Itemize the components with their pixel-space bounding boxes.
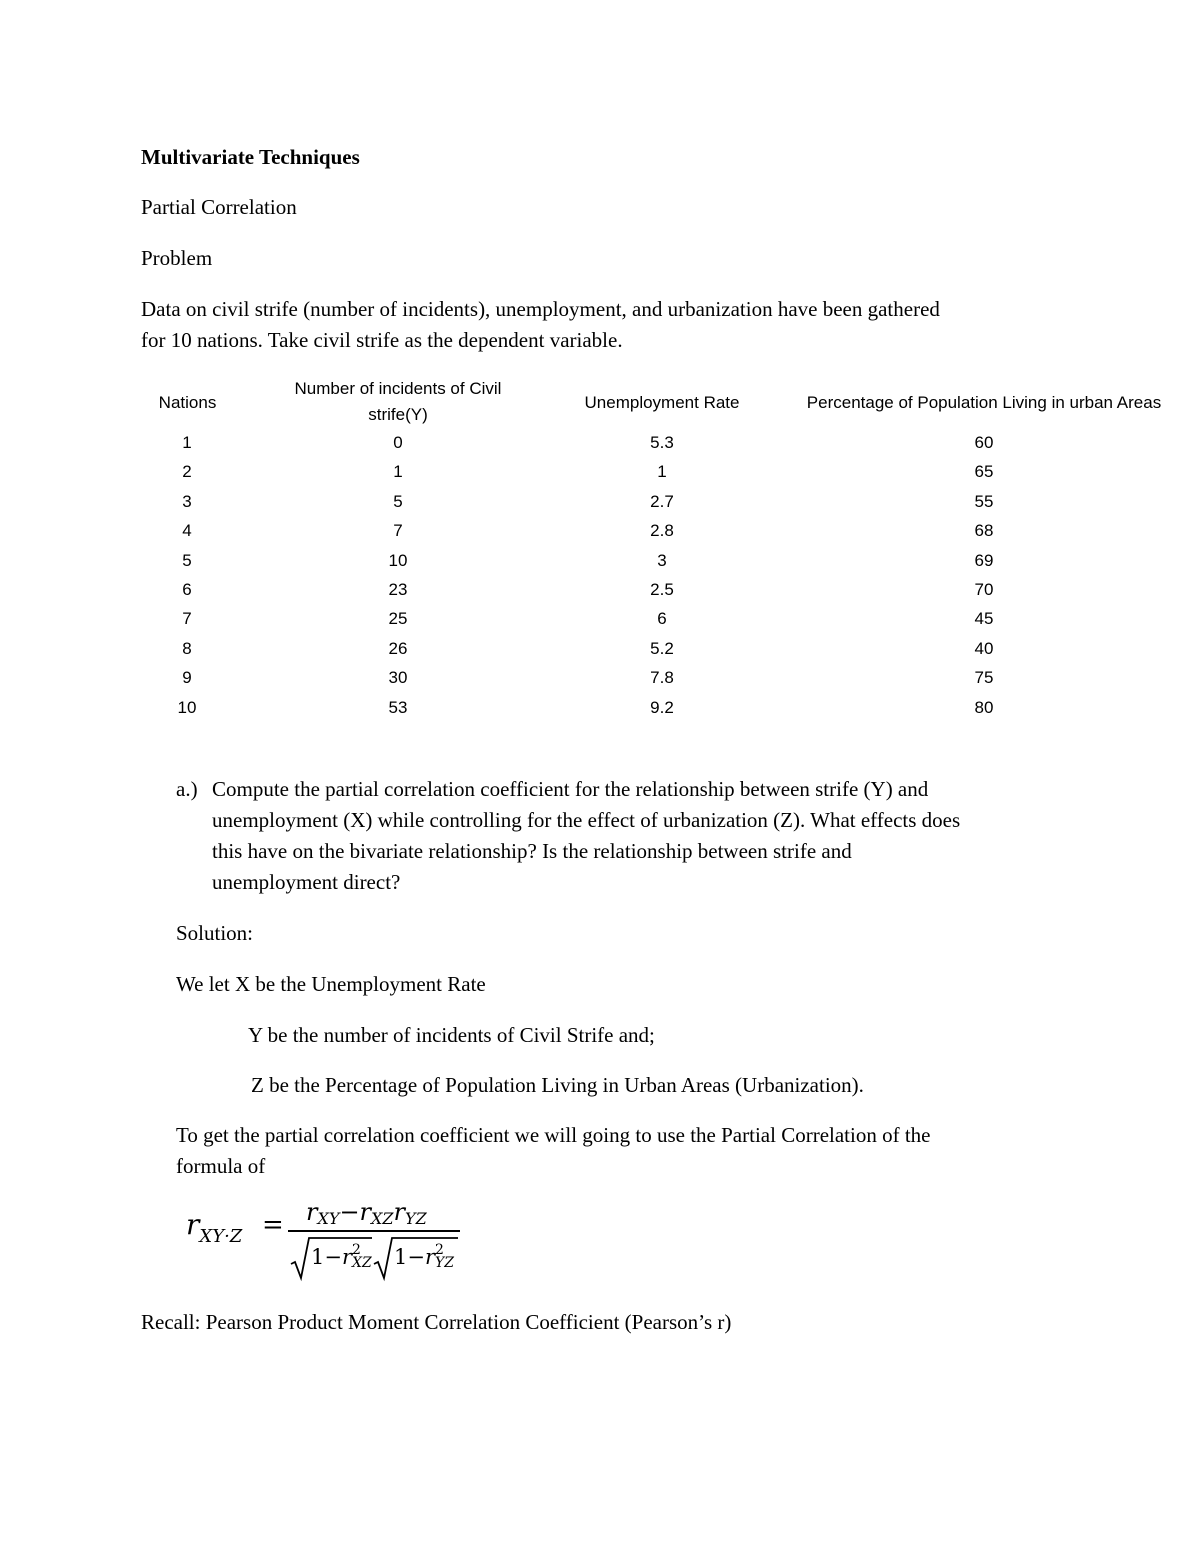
cell-urban: 60	[974, 433, 994, 452]
cell-nation: 1	[182, 433, 192, 452]
cell-unemployment: 5.2	[650, 639, 674, 658]
solution-let-y: Y be the number of incidents of Civil Strife and;	[248, 1023, 655, 1047]
question-line-1: Compute the partial correlation coefficient for the relationship between strife (Y) and	[212, 777, 929, 801]
fraction-bar	[288, 1230, 460, 1232]
cell-strife: 5	[393, 492, 403, 511]
cell-nation: 4	[182, 521, 192, 540]
denominator-sup-2: 2	[435, 1241, 444, 1258]
header-urban: Percentage of Population Living in urban Areas	[806, 393, 1162, 412]
cell-nation: 5	[182, 551, 192, 570]
cell-strife: 30	[388, 668, 408, 687]
problem-text-line-2: for 10 nations. Take civil strife as the dependent variable.	[141, 328, 623, 352]
cell-unemployment: 2.5	[650, 580, 674, 599]
formula-numerator	[306, 1198, 427, 1226]
denominator-scripts-2	[435, 1241, 454, 1271]
solution-let-x: We let X be the Unemployment Rate	[176, 972, 486, 996]
denominator-sup-1: 2	[352, 1241, 361, 1258]
cell-urban: 55	[974, 492, 994, 511]
recall-text: Recall: Pearson Product Moment Correlation Coefficient (Pearson’s r)	[141, 1310, 732, 1334]
numerator-sub-xy: XY	[317, 1209, 340, 1228]
cell-nation: 6	[182, 580, 192, 599]
cell-urban: 70	[974, 580, 994, 599]
cell-urban: 68	[974, 521, 994, 540]
solution-let-z: Z be the Percentage of Population Living in Urban Areas (Urbanization).	[251, 1073, 864, 1097]
cell-unemployment: 5.3	[650, 433, 674, 452]
denominator-r-2: r	[424, 1245, 436, 1269]
cell-unemployment: 6	[657, 609, 667, 628]
denominator-sub-2: YZ	[435, 1254, 454, 1271]
denominator-term-2	[394, 1241, 454, 1272]
cell-unemployment: 2.7	[650, 492, 674, 511]
cell-strife: 1	[393, 462, 403, 481]
solution-heading: Solution:	[176, 921, 254, 945]
denominator-term-1	[311, 1241, 372, 1272]
formula-lhs-subscript: XY·Z	[199, 1226, 243, 1247]
cell-urban: 45	[974, 609, 994, 628]
cell-nation: 3	[182, 492, 192, 511]
denominator-one-minus-1: 1−	[311, 1245, 342, 1269]
cell-unemployment: 7.8	[650, 668, 674, 687]
question-line-4: unemployment direct?	[212, 870, 401, 894]
cell-nation: 8	[182, 639, 192, 658]
formula-equals: =	[262, 1210, 284, 1240]
cell-nation: 10	[177, 698, 197, 717]
cell-unemployment: 3	[657, 551, 667, 570]
denominator-sub-1: XZ	[352, 1254, 372, 1271]
cell-strife: 10	[388, 551, 408, 570]
numerator-minus: −	[339, 1198, 360, 1226]
question-line-3: this have on the bivariate relationship? Is the relationship between strife and	[212, 839, 852, 863]
cell-urban: 69	[974, 551, 994, 570]
header-nations: Nations	[158, 393, 217, 412]
numerator-r-yz: r	[393, 1198, 406, 1226]
question-marker: a.)	[176, 777, 198, 801]
cell-strife: 26	[388, 639, 408, 658]
cell-strife: 0	[393, 433, 403, 452]
numerator-sub-xz: XZ	[371, 1209, 394, 1228]
cell-nation: 2	[182, 462, 192, 481]
denominator-r-1: r	[341, 1245, 353, 1269]
numerator-r-xy: r	[306, 1198, 318, 1226]
formula-lhs	[186, 1208, 243, 1247]
header-strife-line-2: strife(Y)	[368, 405, 428, 424]
numerator-sub-yz: YZ	[405, 1209, 427, 1228]
cell-unemployment: 2.8	[650, 521, 674, 540]
problem-heading: Problem	[141, 246, 213, 270]
cell-nation: 9	[182, 668, 192, 687]
header-strife-line-1: Number of incidents of Civil	[294, 379, 502, 398]
cell-nation: 7	[182, 609, 192, 628]
cell-unemployment: 1	[657, 462, 667, 481]
solution-intro-line-2: formula of	[176, 1154, 266, 1178]
denominator-one-minus-2: 1−	[394, 1245, 425, 1269]
solution-intro-line-1: To get the partial correlation coefficient we will going to use the Partial Correlation of the	[176, 1123, 931, 1147]
cell-unemployment: 9.2	[650, 698, 674, 717]
cell-strife: 23	[388, 580, 408, 599]
formula-lhs-r: r	[186, 1208, 200, 1241]
question-line-2: unemployment (X) while controlling for the effect of urbanization (Z). What effects does	[212, 808, 961, 832]
header-strife	[267, 376, 529, 428]
cell-urban: 75	[974, 668, 994, 687]
numerator-r-xz: r	[359, 1198, 372, 1226]
cell-urban: 80	[974, 698, 994, 717]
cell-strife: 7	[393, 521, 403, 540]
problem-text-line-1: Data on civil strife (number of incidents), unemployment, and urbanization have been gathered	[141, 297, 940, 321]
denominator-scripts-1	[352, 1241, 372, 1271]
cell-urban: 65	[974, 462, 994, 481]
cell-strife: 53	[388, 698, 408, 717]
cell-urban: 40	[974, 639, 994, 658]
document-title: Multivariate Techniques	[141, 145, 360, 169]
section-subtitle: Partial Correlation	[141, 195, 297, 219]
header-unemployment: Unemployment Rate	[584, 393, 740, 412]
cell-strife: 25	[388, 609, 408, 628]
